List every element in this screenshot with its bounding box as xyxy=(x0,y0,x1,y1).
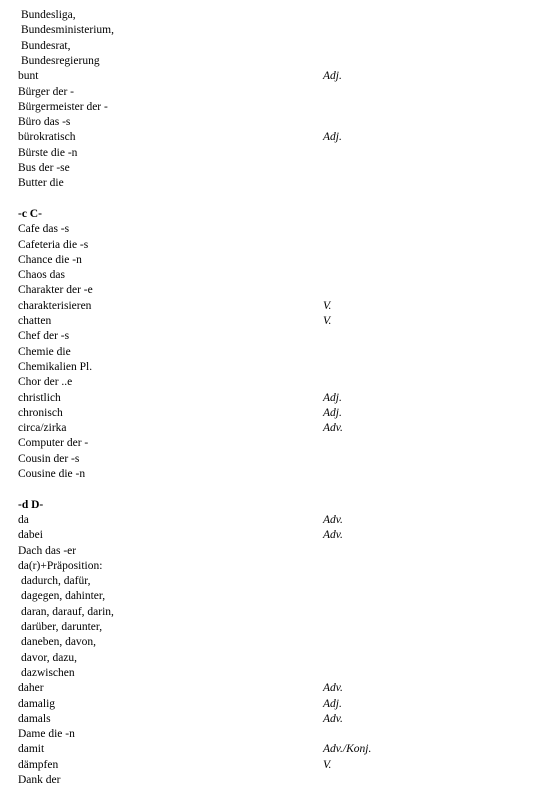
entry-word: Chef der -s xyxy=(18,330,70,343)
entry-word: damals xyxy=(18,712,51,725)
word-entry xyxy=(0,391,560,406)
entry-part-of-speech: Adj. xyxy=(323,406,342,419)
word-entry xyxy=(0,436,560,451)
word-entry xyxy=(0,375,560,390)
entry-word: Cousine die -n xyxy=(18,468,86,480)
entry-word: chatten xyxy=(18,315,52,327)
word-entry xyxy=(0,176,560,191)
entry-part-of-speech: Adj. xyxy=(323,131,342,144)
word-entry xyxy=(0,544,560,559)
word-entry xyxy=(0,452,560,467)
word-entry xyxy=(0,314,560,329)
word-entry xyxy=(0,146,560,161)
entry-word: bunt xyxy=(18,70,39,83)
entry-part-of-speech: Adv. xyxy=(323,712,343,725)
entry-part-of-speech: V. xyxy=(323,299,332,312)
entry-word: da(r)+Präposition: xyxy=(18,559,103,572)
word-entry xyxy=(0,528,560,543)
word-entry xyxy=(0,513,560,528)
entry-word: Dank der xyxy=(18,774,61,786)
word-entry xyxy=(0,329,560,344)
word-entry xyxy=(0,299,560,314)
word-entry xyxy=(0,161,560,176)
word-entry xyxy=(0,238,560,253)
entry-word: Bürste die -n xyxy=(18,146,78,159)
word-entry xyxy=(0,589,560,604)
entry-word: daneben, davon, xyxy=(21,636,97,649)
word-entry xyxy=(0,620,560,635)
word-entry xyxy=(0,100,560,115)
entry-word: chronisch xyxy=(18,406,63,419)
word-entry xyxy=(0,712,560,727)
entry-part-of-speech: Adj. xyxy=(323,391,342,404)
word-entry xyxy=(0,651,560,666)
entry-word: Bürger der - xyxy=(18,85,74,98)
entry-word: dabei xyxy=(18,529,43,542)
word-entry xyxy=(0,559,560,574)
word-entry xyxy=(0,69,560,84)
entry-word: dadurch, dafür, xyxy=(21,575,91,588)
entry-word: darüber, darunter, xyxy=(21,621,103,633)
entry-word: da xyxy=(18,513,29,526)
word-entry xyxy=(0,345,560,360)
word-entry xyxy=(0,222,560,237)
entry-word: charakterisieren xyxy=(18,299,92,312)
section-heading xyxy=(0,498,560,513)
entry-word: dazwischen xyxy=(21,666,75,679)
entry-word: -c C- xyxy=(18,207,42,220)
entry-part-of-speech: Adv. xyxy=(323,529,343,542)
word-entry xyxy=(0,85,560,100)
entry-part-of-speech: Adj. xyxy=(323,697,342,710)
entry-part-of-speech: Adv./Konj. xyxy=(323,743,372,756)
word-entry xyxy=(0,8,560,23)
entry-word: Bus der -se xyxy=(18,162,70,174)
entry-word: Chemie die xyxy=(18,345,71,358)
entry-word: Cafeteria die -s xyxy=(18,238,89,251)
entry-word: Dach das -er xyxy=(18,544,77,557)
entry-word: Büro das -s xyxy=(18,116,71,129)
word-entry xyxy=(0,23,560,38)
word-entry xyxy=(0,54,560,69)
entry-word: Chaos das xyxy=(18,269,65,282)
word-entry xyxy=(0,360,560,375)
word-entry xyxy=(0,421,560,436)
entry-word: Bundesliga, xyxy=(21,9,76,21)
word-entry xyxy=(0,406,560,421)
word-entry xyxy=(0,130,560,145)
word-entry xyxy=(0,268,560,283)
word-entry xyxy=(0,283,560,298)
entry-word: Cousin der -s xyxy=(18,452,80,465)
entry-word: Computer der - xyxy=(18,437,89,450)
entry-part-of-speech: Adv. xyxy=(323,513,343,526)
entry-word: Chor der ..e xyxy=(18,376,73,389)
word-entry xyxy=(0,635,560,650)
word-entry xyxy=(0,666,560,681)
entry-part-of-speech: V. xyxy=(323,315,332,327)
entry-word: dagegen, dahinter, xyxy=(21,590,106,603)
word-entry xyxy=(0,742,560,757)
word-entry xyxy=(0,467,560,482)
entry-word: bürokratisch xyxy=(18,131,76,144)
entry-word: daher xyxy=(18,682,44,695)
word-entry xyxy=(0,115,560,130)
word-entry xyxy=(0,574,560,589)
word-entry xyxy=(0,605,560,620)
word-entry xyxy=(0,39,560,54)
entry-word: damit xyxy=(18,743,45,756)
word-entry xyxy=(0,758,560,773)
entry-word: damalig xyxy=(18,697,56,710)
word-entry xyxy=(0,253,560,268)
word-entry xyxy=(0,681,560,696)
entry-word: circa/zirka xyxy=(18,422,67,435)
entry-part-of-speech: Adv. xyxy=(323,422,343,435)
entry-part-of-speech: Adv. xyxy=(323,682,343,695)
entry-word: Chance die -n xyxy=(18,253,82,266)
entry-word: Charakter der -e xyxy=(18,284,93,297)
entry-word: -d D- xyxy=(18,498,44,511)
entry-word: davor, dazu, xyxy=(21,651,78,664)
entry-word: christlich xyxy=(18,391,61,404)
word-entry xyxy=(0,727,560,742)
entry-word: daran, darauf, darin, xyxy=(21,605,114,618)
entry-word: Bundesregierung xyxy=(21,54,100,67)
entry-part-of-speech: V. xyxy=(323,758,332,771)
section-heading xyxy=(0,207,560,222)
entry-part-of-speech: Adj. xyxy=(323,70,342,83)
entry-word: dämpfen xyxy=(18,758,59,771)
entry-word: Bürgermeister der - xyxy=(18,100,108,113)
word-entry xyxy=(0,697,560,712)
entry-word: Bundesrat, xyxy=(21,39,71,52)
entry-word: Butter die xyxy=(18,177,64,190)
entry-word: Chemikalien Pl. xyxy=(18,360,93,373)
entry-word: Bundesministerium, xyxy=(21,24,114,37)
entry-word: Cafe das -s xyxy=(18,223,70,236)
entry-word: Dame die -n xyxy=(18,728,75,741)
